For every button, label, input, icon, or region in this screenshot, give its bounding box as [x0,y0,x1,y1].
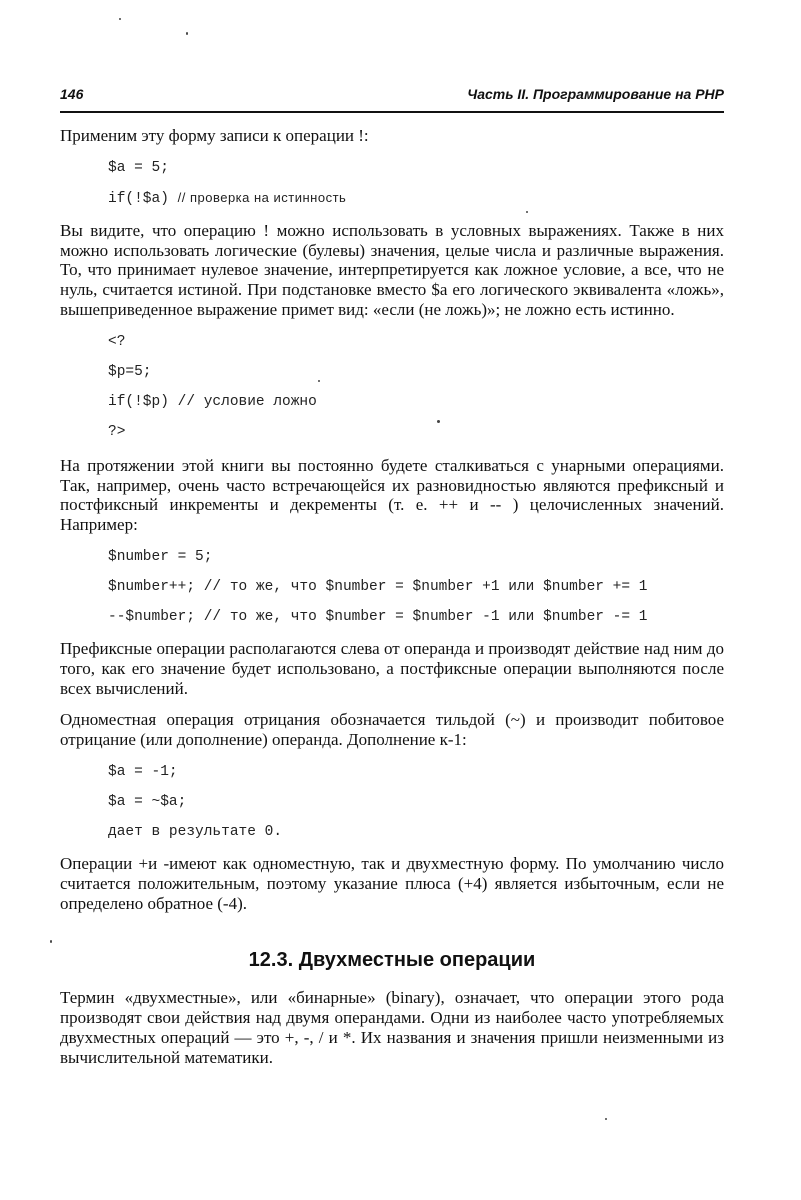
code-line: $a = ~$a; [108,793,187,810]
part-title: Часть II. Программирование на PHP [467,86,724,102]
code-line: if(!$p) // условие ложно [108,393,317,410]
code-line: $number++; // то же, что $number = $number +1 или $number += 1 [108,578,648,595]
code-line: $p=5; [108,363,152,380]
paragraph: Операции +и -имеют как одноместную, так и двухместную форму. По умолчанию число считается положительным, поэтому указание плюса (+4) является избыточным, если не определено обратное (-4). [60,853,724,913]
paragraph: Префиксные операции располагаются слева от операнда и производят действие над ним до того, как его значение будет использовано, а постфиксные операции выполняются после всех вычислений. [60,638,724,698]
code-line: ?> [108,423,126,440]
code-line: $number = 5; [108,548,213,565]
code-line: $a = 5; [108,159,169,176]
paragraph: Вы видите, что операцию ! можно использовать в условных выражениях. Также в них можно использовать логические (булевы) значения, целые числа и различные выражения. То, что принимает нулевое значение, интерпретируется как ложное условие, а все, что не нуль, считается истиной. При подстановке вместо $a его логического эквивалента «ложь», вышеприведенное выражение примет вид: «если (не ложь)»; не ложно есть истинно. [60,220,724,319]
code-line [108,188,724,209]
section-heading: 12.3. Двухместные операции [248,949,536,972]
page-number: 146 [60,86,84,102]
scan-speck [605,1118,607,1120]
code-line: <? [108,333,126,350]
paragraph: На протяжении этой книги вы постоянно будете сталкиваться с унарными операциями. Так, например, очень часто встречающейся их разновидностью являются префиксный и постфиксный инкременты и декременты (т. е. ++ и -- ) целочисленных значений. Например: [60,455,724,535]
scan-speck [119,18,121,20]
code-comment: // проверка на истинность [177,189,347,205]
page-body [60,124,724,1068]
paragraph: Термин «двухместные», или «бинарные» (binary), означает, что операции этого рода производят свои действия над двумя операндами. Одни из наиболее часто употребляемых двухместных операций — это +, -, / и *. Их названия и значения пришли неизменными из вычислительной математики. [60,988,724,1067]
code-line: $a = -1; [108,763,178,780]
paragraph: Применим эту форму записи к операции !: [60,126,369,145]
code-line: --$number; // то же, что $number = $number -1 или $number -= 1 [108,608,648,625]
running-header [60,86,724,110]
scan-speck [50,940,52,943]
code-line: дает в результате 0. [108,823,283,840]
header-rule [60,111,724,113]
paragraph: Одноместная операция отрицания обозначается тильдой (~) и производит побитовое отрицание (или дополнение) операнда. Дополнение к-1: [60,710,724,750]
code-statement: if(!$a) [108,190,169,207]
scan-speck [186,32,188,35]
